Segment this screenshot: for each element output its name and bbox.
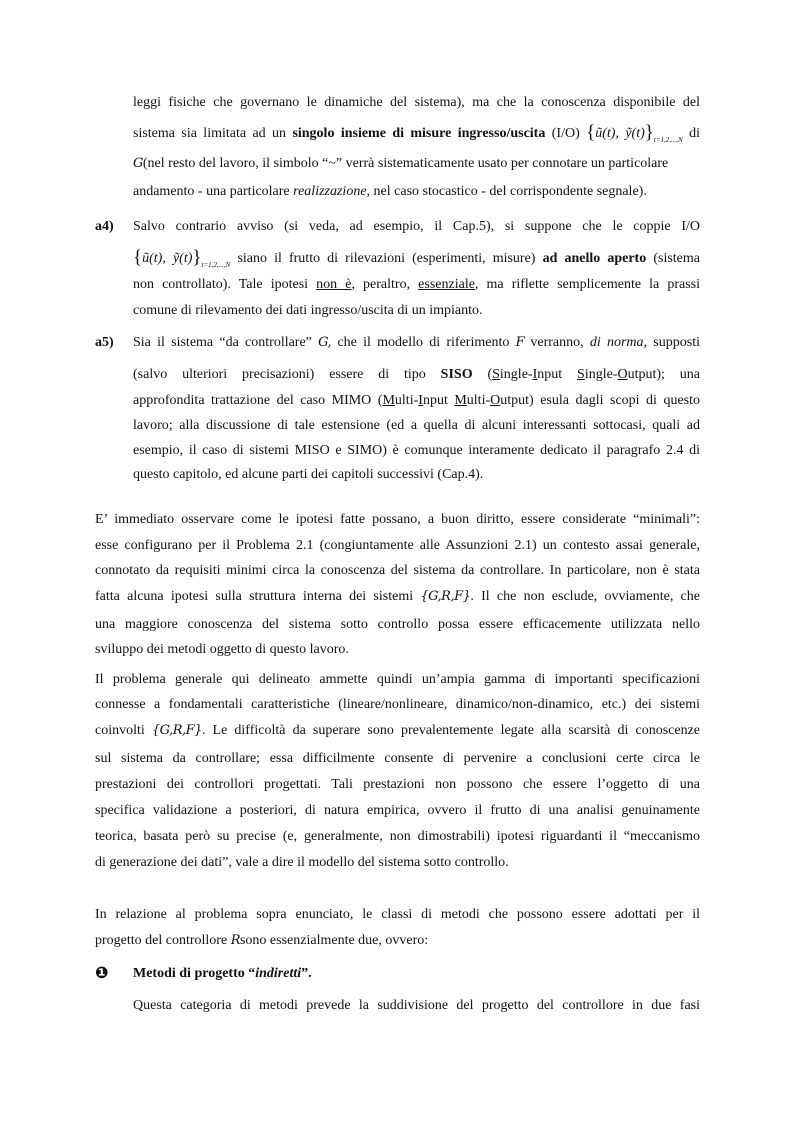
para3-line-1: In relazione al problema sopra enunciato, le classi di metodi che possono essere adottati per il [95, 907, 700, 922]
assumption-label-a4: a4) [95, 219, 114, 234]
para2-line-4: sul sistema da controllare; essa difficilmente consente di pervenire a conclusioni certe circa le [95, 751, 700, 766]
systems-set: {G,R,F} [151, 723, 202, 738]
a4-line-4: comune di rilevamento dei dati ingresso/uscita di un impianto. [133, 303, 483, 318]
io-data-set: {ũ(t), $ỹ(t)\}_{t=1,2,...,N}$ [586, 122, 683, 144]
a4-line-2: {ũ(t), $ỹ(t)\}_{t=1,2,...,N}$ siano il frutto di rilevazioni (esperimenti, misure) ad anello aperto (sistema [133, 247, 700, 269]
controller-R-symbol: R [230, 933, 240, 948]
io-data-set: {ũ(t), $ỹ(t)\}_{t=1,2,...,N}$ [133, 247, 231, 269]
para2-line-5: prestazioni dei controllori progettati. Tali prestazioni non possono che essere l’oggetto di una [95, 777, 700, 792]
indirect-methods-line-1: Questa categoria di metodi prevede la suddivisione del progetto del controllore in due fasi [133, 998, 700, 1013]
systems-set: {G,R,F} [420, 589, 471, 604]
a5-line-3: approfondita trattazione del caso MIMO (Multi-Input Multi-Output) esula dagli scopi di questo [133, 393, 701, 408]
para2-line-1: Il problema generale qui delineato ammette quindi un’ampia gamma di importanti specificazioni [95, 672, 700, 687]
a3-line-1: leggi fisiche che governano le dinamiche del sistema), ma che la conoscenza disponibile del [133, 95, 700, 110]
a5-line-2: (salvo ulteriori precisazioni) essere di tipo SISO (Single-Input Single-Output); una [133, 367, 701, 382]
system-G-symbol: G [133, 156, 143, 171]
para3-line-2: progetto del controllore Rsono essenzialmente due, ovvero: [95, 933, 429, 948]
single-io-set-emphasis: singolo insieme di misure ingresso/uscita [292, 126, 546, 141]
para2-line-3: coinvolti {G,R,F}. Le difficoltà da superare sono prevalentemente legate alla scarsità di conoscenze [95, 723, 701, 738]
a5-line-5: esempio, il caso di sistemi MISO e SIMO) è comunque interamente dedicato il paragrafo 2.4 di [133, 443, 700, 458]
a5-line-1: Sia il sistema “da controllare” G, che il modello di riferimento F verranno, di norma, supposti [133, 335, 700, 350]
a3-line-3: G(nel resto del lavoro, il simbolo “~” verrà sistematicamente usato per connotare un particolare [133, 156, 669, 171]
bullet-one-icon: ❶ [95, 963, 109, 982]
para1-line-5: una maggiore conoscenza del sistema sotto controllo possa essere efficacemente utilizzata nello [95, 617, 700, 632]
a3-line-2: sistema sia limitata ad un singolo insieme di misure ingresso/uscita (I/O) {ũ(t), $ỹ(t)\}_{t=1,2,...,N}$ di [133, 122, 701, 144]
para1-line-4: fatta alcuna ipotesi sulla struttura interna dei sistemi {G,R,F}. Il che non esclude, ovviamente, che [95, 589, 700, 604]
system-G-symbol: G, [318, 335, 332, 350]
para2-line-6: specifica validazione a posteriori, di natura empirica, ovvero il frutto di una analisi genuinamente [95, 803, 700, 818]
para1-line-3: connotato da requisiti minimi circa la conoscenza del sistema da controllare. In particolare, non è stata [95, 563, 700, 578]
indirect-methods-heading: Metodi di progetto “indiretti”. [133, 966, 312, 981]
para1-line-1: E’ immediato osservare come le ipotesi fatte possano, a buon diritto, essere considerate “minimali”: [95, 512, 700, 527]
reference-model-F-symbol: F [515, 335, 525, 350]
a4-line-1: Salvo contrario avviso (si veda, ad esempio, il Cap.5), si suppone che le coppie I/O [133, 219, 700, 234]
para2-line-8: di generazione dei dati”, vale a dire il modello del sistema sotto controllo. [95, 855, 509, 870]
a5-line-4: lavoro; alla discussione di tale estensione (ed a quella di alcuni interessanti sottocasi, quali ad [133, 418, 700, 433]
para1-line-6: sviluppo dei metodi oggetto di questo lavoro. [95, 642, 349, 657]
open-loop-emphasis: ad anello aperto [542, 251, 647, 266]
assumption-label-a5: a5) [95, 335, 114, 350]
para1-line-2: esse configurano per il Problema 2.1 (congiuntamente alle Assunzioni 2.1) un contesto assai generale, [95, 538, 700, 553]
a4-line-3: non controllato). Tale ipotesi non è, peraltro, essenziale, ma riflette semplicemente la prassi [133, 277, 701, 292]
a3-line-4: andamento - una particolare realizzazione, nel caso stocastico - del corrispondente segnale). [133, 184, 647, 199]
a5-line-6: questo capitolo, ed alcune parti dei capitoli successivi (Cap.4). [133, 467, 484, 482]
para2-line-7: teorica, basata però su precise (e, generalmente, non dimostrabili) ipotesi riguardanti il “meccanismo [95, 829, 700, 844]
para2-line-2: connesse a fondamentali caratteristiche (lineare/nonlineare, dinamico/non-dinamico, etc.) dei sistemi [95, 697, 700, 712]
